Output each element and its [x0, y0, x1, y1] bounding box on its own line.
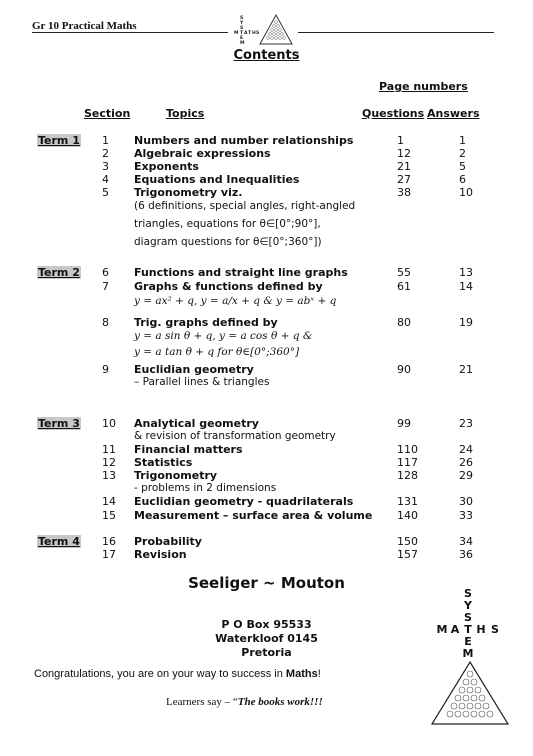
questions-page: 27	[397, 173, 411, 186]
address-line: Pretoria	[241, 646, 292, 659]
congrats-before: Congratulations, you are on your way to success in	[34, 668, 286, 680]
questions-page: 80	[397, 316, 411, 329]
term-1-label: Term 1	[38, 134, 80, 147]
header-title: Gr 10 Practical Maths	[32, 20, 137, 32]
topic-title: Graphs & functions defined by	[134, 280, 323, 293]
topic-title: Functions and straight line graphs	[134, 266, 348, 279]
header-rule-right	[298, 32, 494, 33]
answers-heading: Answers	[427, 107, 480, 120]
questions-page: 38	[397, 186, 411, 199]
questions-heading: Questions	[362, 107, 425, 120]
questions-page: 1	[397, 134, 404, 147]
answers-page: 1	[459, 134, 466, 147]
table-row	[0, 443, 533, 456]
section-number: 13	[102, 469, 116, 482]
svg-text:A: A	[244, 31, 248, 36]
section-number: 9	[102, 363, 109, 376]
section-number: 4	[102, 173, 109, 186]
page-title: Contents	[233, 48, 300, 63]
section-number: 17	[102, 548, 116, 561]
section-number: 14	[102, 495, 116, 508]
answers-page: 26	[459, 456, 473, 469]
answers-page: 19	[459, 316, 473, 329]
questions-page: 12	[397, 147, 411, 160]
table-row	[0, 535, 533, 548]
systems-maths-logo-small	[232, 12, 294, 46]
topic-subtext: (6 definitions, special angles, right-angled	[134, 200, 356, 212]
svg-text:M: M	[436, 623, 448, 636]
answers-page: 14	[459, 280, 473, 293]
topic-subtext: diagram questions for θ∈[0°;360°])	[134, 236, 322, 248]
address-line: P O Box 95533	[221, 618, 312, 631]
svg-text:H: H	[476, 623, 486, 636]
topic-title: Exponents	[134, 160, 199, 173]
topic-title: Numbers and number relationships	[134, 134, 354, 147]
section-number: 8	[102, 316, 109, 329]
term-4-label: Term 4	[38, 535, 80, 548]
topic-subtext: & revision of transformation geometry	[134, 430, 336, 442]
answers-page: 29	[459, 469, 473, 482]
topic-title: Analytical geometry	[134, 417, 259, 430]
section-number: 11	[102, 443, 116, 456]
svg-text:S: S	[491, 623, 499, 636]
answers-page: 34	[459, 535, 473, 548]
topic-subtext: – Parallel lines & triangles	[134, 376, 270, 388]
svg-text:A: A	[450, 623, 460, 636]
topic-title: Statistics	[134, 456, 193, 469]
congratulations-text	[34, 668, 321, 680]
svg-text:S: S	[464, 587, 472, 600]
section-number: 3	[102, 160, 109, 173]
questions-page: 117	[397, 456, 418, 469]
answers-page: 21	[459, 363, 473, 376]
section-number: 1	[102, 134, 109, 147]
congrats-after: !	[317, 668, 321, 680]
table-row	[0, 495, 533, 508]
table-row	[0, 417, 533, 430]
table-row	[0, 173, 533, 186]
questions-page: 90	[397, 363, 411, 376]
topic-title: Euclidian geometry	[134, 363, 254, 376]
answers-page: 13	[459, 266, 473, 279]
section-number: 7	[102, 280, 109, 293]
topic-title: Trigonometry	[134, 469, 218, 482]
topic-title: Measurement – surface area & volume	[134, 509, 373, 522]
learners-quote-text: The books work!!!	[237, 696, 323, 708]
questions-page: 131	[397, 495, 418, 508]
term-2-label: Term 2	[38, 266, 80, 279]
section-heading: Section	[84, 107, 131, 120]
svg-text:M: M	[234, 31, 239, 36]
svg-text:E: E	[464, 635, 472, 648]
answers-page: 23	[459, 417, 473, 430]
svg-text:M: M	[462, 647, 474, 660]
address-line: Waterkloof 0145	[215, 632, 318, 645]
table-row	[0, 509, 533, 522]
term-3-label: Term 3	[38, 417, 80, 430]
questions-page: 99	[397, 417, 411, 430]
svg-text:S: S	[256, 31, 260, 36]
questions-page: 61	[397, 280, 411, 293]
questions-page: 150	[397, 535, 418, 548]
learners-quote	[166, 696, 323, 708]
questions-page: 128	[397, 469, 418, 482]
svg-text:T: T	[464, 623, 472, 636]
svg-text:T: T	[240, 31, 244, 36]
formula-line: y = a sin θ + q, y = a cos θ + q &	[134, 330, 313, 342]
svg-text:M: M	[240, 41, 245, 46]
svg-text:H: H	[252, 31, 256, 36]
topic-title: Revision	[134, 548, 187, 561]
answers-page: 6	[459, 173, 466, 186]
topic-subtext: triangles, equations for θ∈[0°;90°],	[134, 218, 321, 230]
svg-text:S: S	[240, 16, 244, 21]
topic-title: Trig. graphs defined by	[134, 316, 278, 329]
answers-page: 30	[459, 495, 473, 508]
section-number: 15	[102, 509, 116, 522]
section-number: 16	[102, 535, 116, 548]
authors: Seeliger ~ Mouton	[188, 574, 345, 592]
table-row	[0, 266, 533, 279]
topic-title: Euclidian geometry - quadrilaterals	[134, 495, 354, 508]
table-row	[0, 363, 533, 376]
formula-line: y = ax² + q, y = a/x + q & y = abˣ + q	[134, 295, 337, 307]
table-row	[0, 469, 533, 482]
questions-page: 157	[397, 548, 418, 561]
table-row	[0, 186, 533, 199]
topic-title: Financial matters	[134, 443, 243, 456]
table-row	[0, 316, 533, 329]
section-number: 5	[102, 186, 109, 199]
table-row	[0, 147, 533, 160]
svg-text:S: S	[240, 26, 244, 31]
svg-text:E: E	[240, 36, 244, 41]
learners-prefix: Learners say – “	[166, 696, 238, 708]
topic-title: Trigonometry viz.	[134, 186, 243, 199]
answers-page: 5	[459, 160, 466, 173]
svg-text:Y: Y	[240, 21, 244, 26]
questions-page: 55	[397, 266, 411, 279]
section-number: 2	[102, 147, 109, 160]
table-row	[0, 160, 533, 173]
section-number: 10	[102, 417, 116, 430]
systems-maths-logo	[420, 586, 516, 726]
table-row	[0, 280, 533, 293]
section-number: 6	[102, 266, 109, 279]
svg-text:S: S	[464, 611, 472, 624]
table-row	[0, 134, 533, 147]
answers-page: 2	[459, 147, 466, 160]
questions-page: 140	[397, 509, 418, 522]
section-number: 12	[102, 456, 116, 469]
congrats-bold: Maths	[285, 668, 318, 680]
topic-subtext: - problems in 2 dimensions	[134, 482, 277, 494]
table-row	[0, 548, 533, 561]
topic-title: Equations and Inequalities	[134, 173, 300, 186]
topic-title: Algebraic expressions	[134, 147, 271, 160]
topic-title: Probability	[134, 535, 202, 548]
questions-page: 110	[397, 443, 418, 456]
table-row	[0, 456, 533, 469]
topics-heading: Topics	[166, 107, 205, 120]
svg-text:T: T	[248, 31, 252, 36]
questions-page: 21	[397, 160, 411, 173]
answers-page: 24	[459, 443, 473, 456]
svg-text:Y: Y	[464, 599, 472, 612]
header-rule-left	[32, 32, 228, 33]
formula-line: y = a tan θ + q for θ∈[0°;360°]	[134, 346, 300, 358]
answers-page: 33	[459, 509, 473, 522]
page-numbers-heading: Page numbers	[379, 80, 468, 93]
answers-page: 36	[459, 548, 473, 561]
answers-page: 10	[459, 186, 473, 199]
